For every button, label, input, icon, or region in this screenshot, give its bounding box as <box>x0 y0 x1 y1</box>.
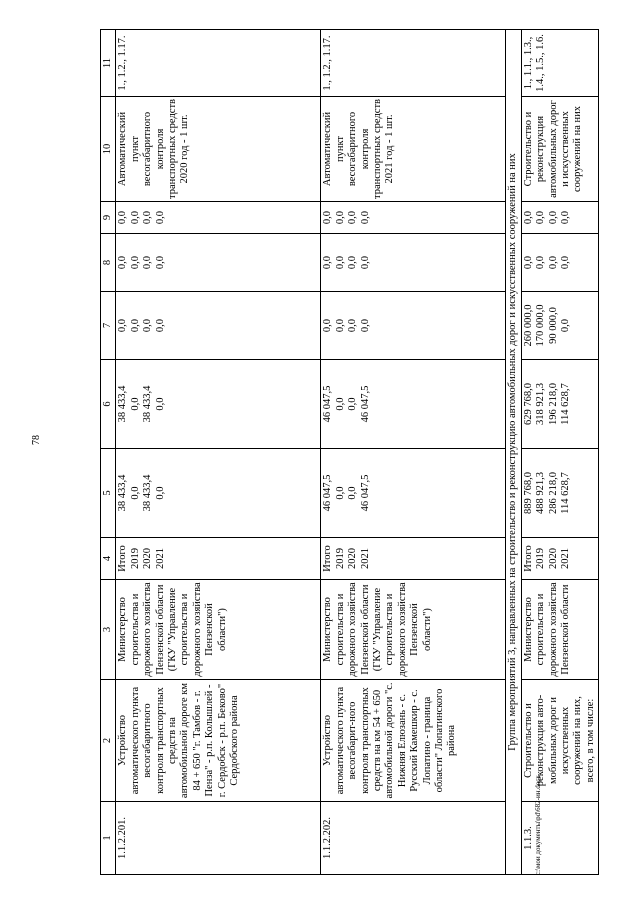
header-cell: 7 <box>101 292 116 360</box>
row-col6: 46 047,5 0,0 0,0 46 047,5 <box>321 360 506 449</box>
table-row <box>116 30 321 875</box>
row-executor: Министерство строительства и дорожного хозяйства Пензенской области (ГКУ "Управление строительства и дорожного хозяйства Пензенской области") <box>116 580 321 680</box>
row-col8: 0,0 0,0 0,0 0,0 <box>321 234 506 292</box>
row-result: Строительство и реконструкция автомобильных дорог и искусственных сооружений на них <box>521 97 598 202</box>
row-years: Итого 2019 2020 2021 <box>521 538 598 580</box>
row-result: Автоматический пункт весогабаритного контроля транспортных средств 2020 год - 1 шт. <box>116 97 321 202</box>
table-row <box>321 30 506 875</box>
header-cell: 8 <box>101 234 116 292</box>
header-cell: 11 <box>101 30 116 97</box>
header-cell: 2 <box>101 680 116 802</box>
row-code: 1.1.2.201. <box>116 802 321 875</box>
header-row <box>101 30 116 875</box>
row-col6: 38 433,4 0,0 38 433,4 0,0 <box>116 360 321 449</box>
row-col6: 629 768,0 318 921,3 196 218,0 114 628,7 <box>521 360 598 449</box>
row-links: 1., 1.1., 1.3., 1.4., 1.5., 1.6. <box>521 30 598 97</box>
row-name: Устройство автоматического пункта весогабарит-ного контроля транспортных средств на км 54 + 650 автомобильной дороги "с. Нижняя Елюзань - с. Русский Камешкир - с. Лопатино - граница области" Лопатинского района <box>321 680 506 802</box>
program-table <box>100 29 599 875</box>
row-col7: 260 000,0 170 000,0 90 000,0 0,0 <box>521 292 598 360</box>
row-col9: 0,0 0,0 0,0 0,0 <box>321 202 506 234</box>
row-col5: 46 047,5 0,0 0,0 46 047,5 <box>321 449 506 538</box>
row-name: Устройство автоматического пункта весогабаритного контроля транспортных средств на автомобильной дороге км 84 + 650 "г. Тамбов - г. Пенза" - р.п. Колышлей - г. Сердобск - р.п. Беково" Сердобского района <box>116 680 321 802</box>
row-result: Автоматический пункт весогабаритного контроля транспортных средств 2021 год - 1 шт. <box>321 97 506 202</box>
row-links: 1., 1.2., 1.17. <box>321 30 506 97</box>
header-cell: 9 <box>101 202 116 234</box>
header-cell: 5 <box>101 449 116 538</box>
row-executor: Министерство строительства и дорожного хозяйства Пензенской области <box>521 580 598 680</box>
row-years: Итого 2019 2020 2021 <box>321 538 506 580</box>
row-col7: 0,0 0,0 0,0 0,0 <box>321 292 506 360</box>
group-title: Группа мероприятий 3, направленных на строительство и реконструкцию автомобильных дорог и искусственных сооружений на них <box>506 30 521 875</box>
header-cell: 3 <box>101 580 116 680</box>
row-years: Итого 2019 2020 2021 <box>116 538 321 580</box>
footer-path: c:\мои документы\pd\682-ин.docx <box>534 775 542 875</box>
row-col9: 0,0 0,0 0,0 0,0 <box>116 202 321 234</box>
rotated-sheet <box>100 30 596 875</box>
header-cell: 4 <box>101 538 116 580</box>
row-name: Строительство и реконструкция авто-мобильных дорог и искусственных сооружений на них, всего, в том числе: <box>521 680 598 802</box>
row-code: 1.1.3. <box>521 802 598 875</box>
group-title-row <box>506 30 521 875</box>
row-col7: 0,0 0,0 0,0 0,0 <box>116 292 321 360</box>
row-col5: 38 433,4 0,0 38 433,4 0,0 <box>116 449 321 538</box>
row-col5: 889 768,0 488 921,3 286 218,0 114 628,7 <box>521 449 598 538</box>
header-cell: 10 <box>101 97 116 202</box>
header-cell: 6 <box>101 360 116 449</box>
row-col9: 0,0 0,0 0,0 0,0 <box>521 202 598 234</box>
row-col8: 0,0 0,0 0,0 0,0 <box>116 234 321 292</box>
row-links: 1., 1.2., 1.17. <box>116 30 321 97</box>
row-code: 1.1.2.202. <box>321 802 506 875</box>
row-executor: Министерство строительства и дорожного хозяйства Пензенской области (ГКУ "Управление строительства и дорожного хозяйства Пензенской области") <box>321 580 506 680</box>
header-cell: 1 <box>101 802 116 875</box>
page-number: 78 <box>31 435 42 445</box>
row-col8: 0,0 0,0 0,0 0,0 <box>521 234 598 292</box>
table-row <box>521 30 598 875</box>
